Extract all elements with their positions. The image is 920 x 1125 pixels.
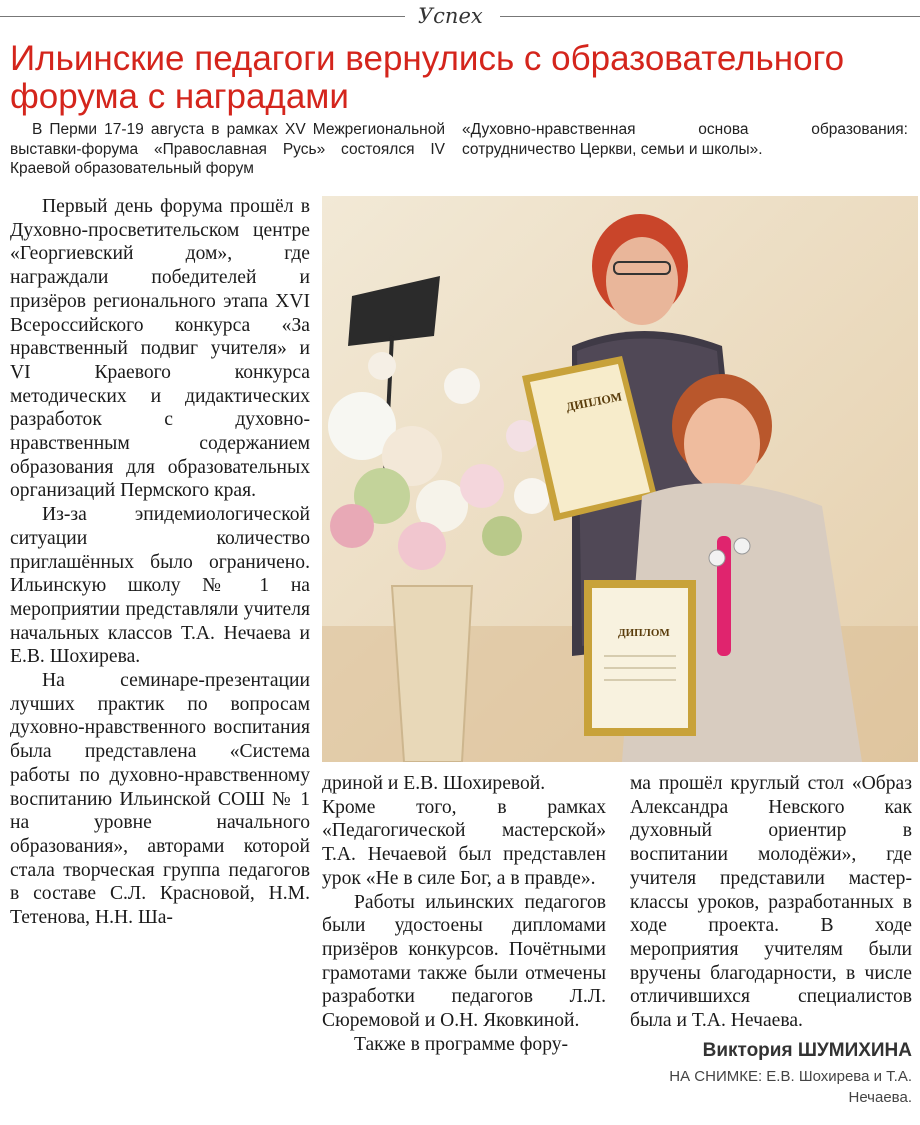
- article-title: Ильинские педагоги вернулись с образовательного форума с наградами: [10, 39, 845, 116]
- lead-text-1: В Перми 17-19 августа в рамках XV Межрегиональной выставки-форума «Православная Русь» состоялся IV Краевой образовательный форум: [10, 121, 445, 177]
- lead-part-2: [462, 120, 908, 159]
- rubric-label: Успех: [418, 4, 483, 28]
- author-byline: Виктория ШУМИХИНА: [702, 1040, 912, 1061]
- paragraph-6: Также в программе фору-: [354, 1033, 569, 1055]
- photo-caption: НА СНИМКЕ: Е.В. Шохирева и Т.А. Нечаева.: [669, 1068, 912, 1106]
- paragraph-1: Первый день форума прошёл в Духовно-просветительском центре «Георгиевский дом», где награждали победителей и призёров регионального этапа XVI Всероссийского конкурса «За нравственный подвиг учителя» и VI Краевого конкурса методических и дидактических разработок с духовно-нравственным содержанием образования для образовательных организаций Пермского края.: [10, 196, 310, 502]
- photo-illustration: [322, 196, 918, 762]
- rubric-header: [0, 0, 920, 30]
- diploma-1-label: ДИПЛОМ: [564, 389, 624, 414]
- column-1: [10, 195, 310, 930]
- rubric-rule-right: [500, 16, 920, 17]
- column-2: [322, 772, 606, 1056]
- column-3: [630, 772, 912, 1033]
- photo: [322, 196, 918, 762]
- paragraph-4: Кроме того, в рамках «Педагогической мастерской» Т.А. Нечаевой был представлен урок «Не в силе Бог, а в правде».: [322, 796, 606, 889]
- diploma-2-label: ДИПЛОМ: [618, 627, 670, 639]
- paragraph-3: На семинаре-презентации лучших практик по вопросам духовно-нравственного воспитания была представлена «Система работы по духовно-нравственному воспитанию Ильинской СОШ № 1 на уровне начального образования», авторами которой стала творческая группа педагогов в составе С.Л. Красновой, Н.М. Тетенова, Н.Н. Ша-: [10, 670, 310, 929]
- lead-text-2: «Духовно-нравственная основа образования: сотрудничество Церкви, семьи и школы».: [462, 121, 908, 158]
- rubric-rule-left: [0, 16, 405, 17]
- lead-part-1: [10, 120, 445, 179]
- paragraph-6-continued: ма прошёл круглый стол «Образ Александра Невского как духовный ориентир в воспитании молодёжи», где учителя представили мастер-классы уроков, разработанных в ходе проекта. В ходе мероприятия учителям были вручены благодарности, в числе отличившихся специалистов была и Т.А. Нечаева.: [630, 773, 912, 1032]
- diploma-2: [584, 580, 696, 736]
- paragraph-2: Из-за эпидемиологической ситуации количество приглашённых было ограничено. Ильинскую школу № 1 на мероприятии представляли учителя начальных классов Т.А. Нечаева и Е.В. Шохирева.: [10, 504, 310, 668]
- paragraph-3-continued: дриной и Е.В. Шохиревой.: [322, 773, 546, 794]
- paragraph-5: Работы ильинских педагогов были удостоены дипломами призёров конкурсов. Почётными грамотами также были отмечены разработки педагогов Л.Л. Сюремовой и О.Н. Яковкиной.: [322, 891, 606, 1032]
